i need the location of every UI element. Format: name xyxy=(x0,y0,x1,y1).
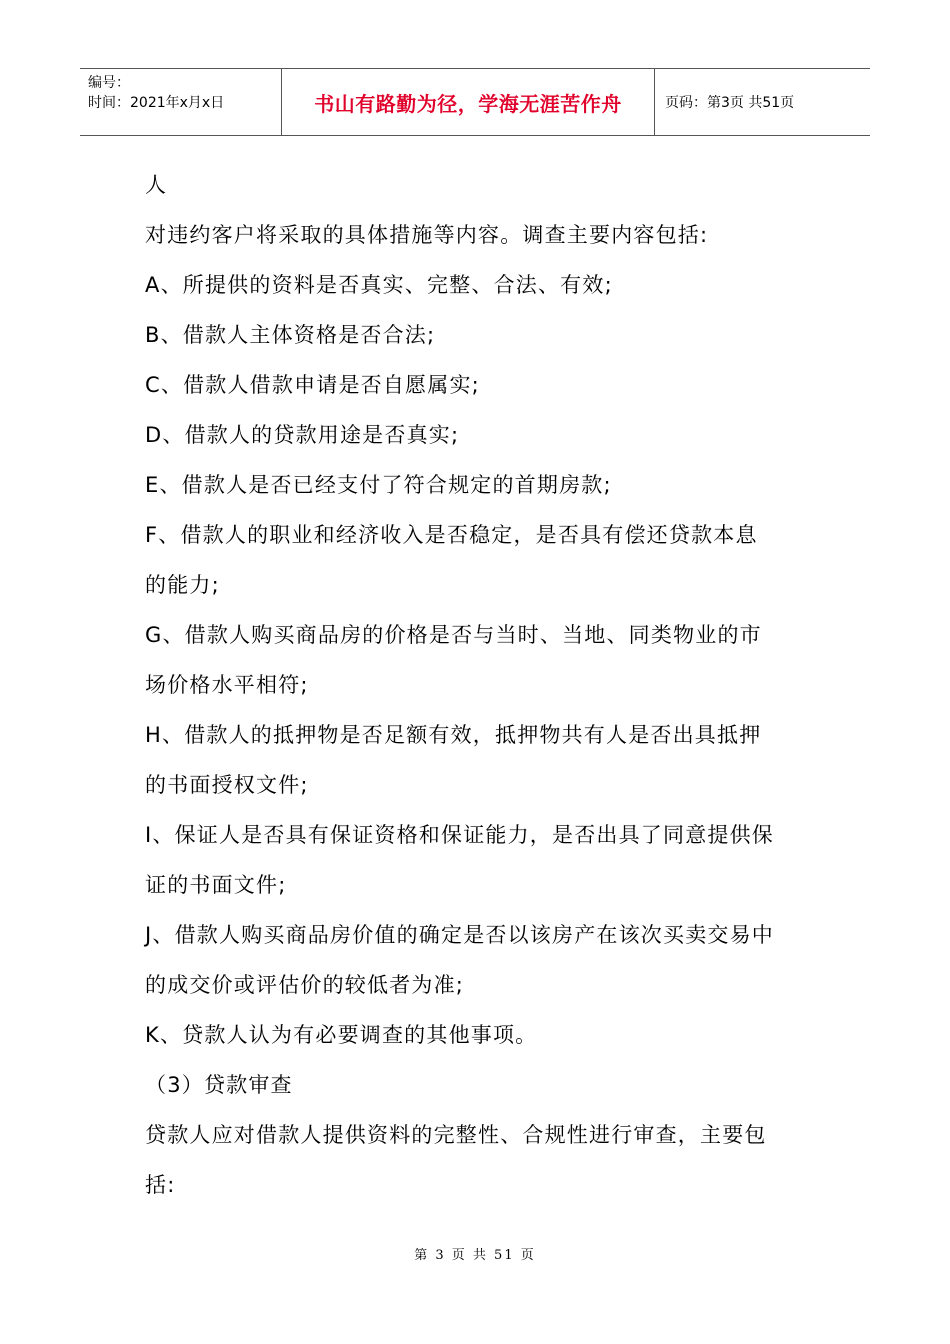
paragraph: 贷款人应对借款人提供资料的完整性、合规性进行审查，主要包括: xyxy=(145,1123,767,1197)
list-item-a: A、所提供的资料是否真实、完整、合法、有效; xyxy=(145,273,613,297)
list-item-b: B、借款人主体资格是否合法; xyxy=(145,323,436,347)
page-footer: 第 3 页 共 51 页 xyxy=(414,1248,536,1263)
serial-number-label: 编号： xyxy=(88,75,130,91)
section-heading: （3）贷款审查 xyxy=(145,1073,293,1097)
page-header xyxy=(80,68,870,136)
header-meta xyxy=(80,69,282,135)
list-item-c: C、借款人借款申请是否自愿属实; xyxy=(145,373,480,397)
paragraph: 人 xyxy=(145,173,168,197)
header-motto: 书山有路勤为径，学海无涯苦作舟 xyxy=(282,69,655,135)
document-body xyxy=(145,160,775,1210)
list-item-f: F、借款人的职业和经济收入是否稳定，是否具有偿还贷款本息的能力; xyxy=(145,523,758,597)
list-item-d: D、借款人的贷款用途是否真实; xyxy=(145,423,460,447)
paragraph: 对违约客户将采取的具体措施等内容。调查主要内容包括: xyxy=(145,223,709,247)
list-item-j: J、借款人购买商品房价值的确定是否以该房产在该次买卖交易中的成交价或评估价的较低者为准; xyxy=(145,923,774,997)
list-item-i: I、保证人是否具有保证资格和保证能力，是否出具了同意提供保证的书面文件; xyxy=(145,823,774,897)
list-item-e: E、借款人是否已经支付了符合规定的首期房款; xyxy=(145,473,612,497)
list-item-g: G、借款人购买商品房的价格是否与当时、当地、同类物业的市场价格水平相符; xyxy=(145,623,762,697)
time-label: 时间：2021年x月x日 xyxy=(88,95,225,111)
header-page-info: 页码：第3页 共51页 xyxy=(665,95,795,111)
list-item-k: K、贷款人认为有必要调查的其他事项。 xyxy=(145,1023,538,1047)
list-item-h: H、借款人的抵押物是否足额有效，抵押物共有人是否出具抵押的书面授权文件; xyxy=(145,723,762,797)
